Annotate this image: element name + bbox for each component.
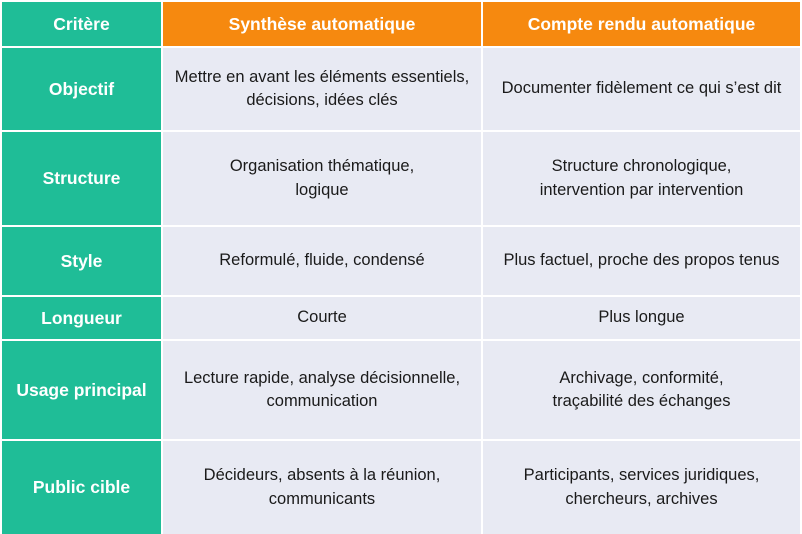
cell-line: communication — [266, 392, 378, 410]
cell-line: décisions, idées clés — [246, 91, 398, 109]
cell-line: logique — [295, 180, 349, 199]
cell-line: communicants — [268, 489, 376, 508]
cell-style-compte-rendu — [483, 227, 800, 295]
cell-objectif-compte-rendu — [483, 48, 800, 130]
cell-public-compte-rendu — [483, 441, 800, 534]
row-label-public-cible: Public cible — [2, 441, 161, 534]
row-label-longueur: Longueur — [2, 297, 161, 339]
cell-longueur-compte-rendu — [483, 297, 800, 339]
row-label-objectif: Objectif — [2, 48, 161, 130]
cell-line: Participants, services juridiques, — [523, 466, 760, 485]
cell-line: Courte — [297, 308, 347, 327]
cell-line: Documenter fidèlement ce qui s’est dit — [501, 79, 782, 98]
cell-line: chercheurs, archives — [565, 489, 718, 508]
cell-public-synthese — [163, 441, 481, 534]
row-label-style: Style — [2, 227, 161, 295]
cell-line: traçabilité des échanges — [552, 392, 731, 410]
cell-style-synthese — [163, 227, 481, 295]
comparison-table — [2, 2, 800, 532]
cell-line: Structure chronologique, — [551, 157, 732, 176]
header-criteria: Critère — [2, 2, 161, 46]
cell-line: Plus longue — [598, 308, 685, 327]
cell-longueur-synthese — [163, 297, 481, 339]
header-compte-rendu: Compte rendu automatique — [483, 2, 800, 46]
cell-usage-synthese — [163, 341, 481, 439]
cell-structure-compte-rendu — [483, 132, 800, 225]
row-label-usage-principal: Usage principal — [2, 341, 161, 439]
cell-line: Archivage, conformité, — [559, 368, 724, 387]
cell-objectif-synthese — [163, 48, 481, 130]
cell-line: Décideurs, absents à la réunion, — [203, 466, 441, 485]
cell-line: Reformulé, fluide, condensé — [219, 251, 425, 270]
row-label-structure: Structure — [2, 132, 161, 225]
cell-line: Organisation thématique, — [229, 157, 415, 176]
cell-line: Plus factuel, proche des propos tenus — [503, 251, 780, 270]
header-synthese: Synthèse automatique — [163, 2, 481, 46]
cell-usage-compte-rendu — [483, 341, 800, 439]
cell-structure-synthese — [163, 132, 481, 225]
cell-line: Lecture rapide, analyse décisionnelle, — [183, 368, 461, 387]
cell-line: intervention par intervention — [539, 180, 744, 199]
cell-line: Mettre en avant les éléments essentiels, — [174, 67, 470, 86]
